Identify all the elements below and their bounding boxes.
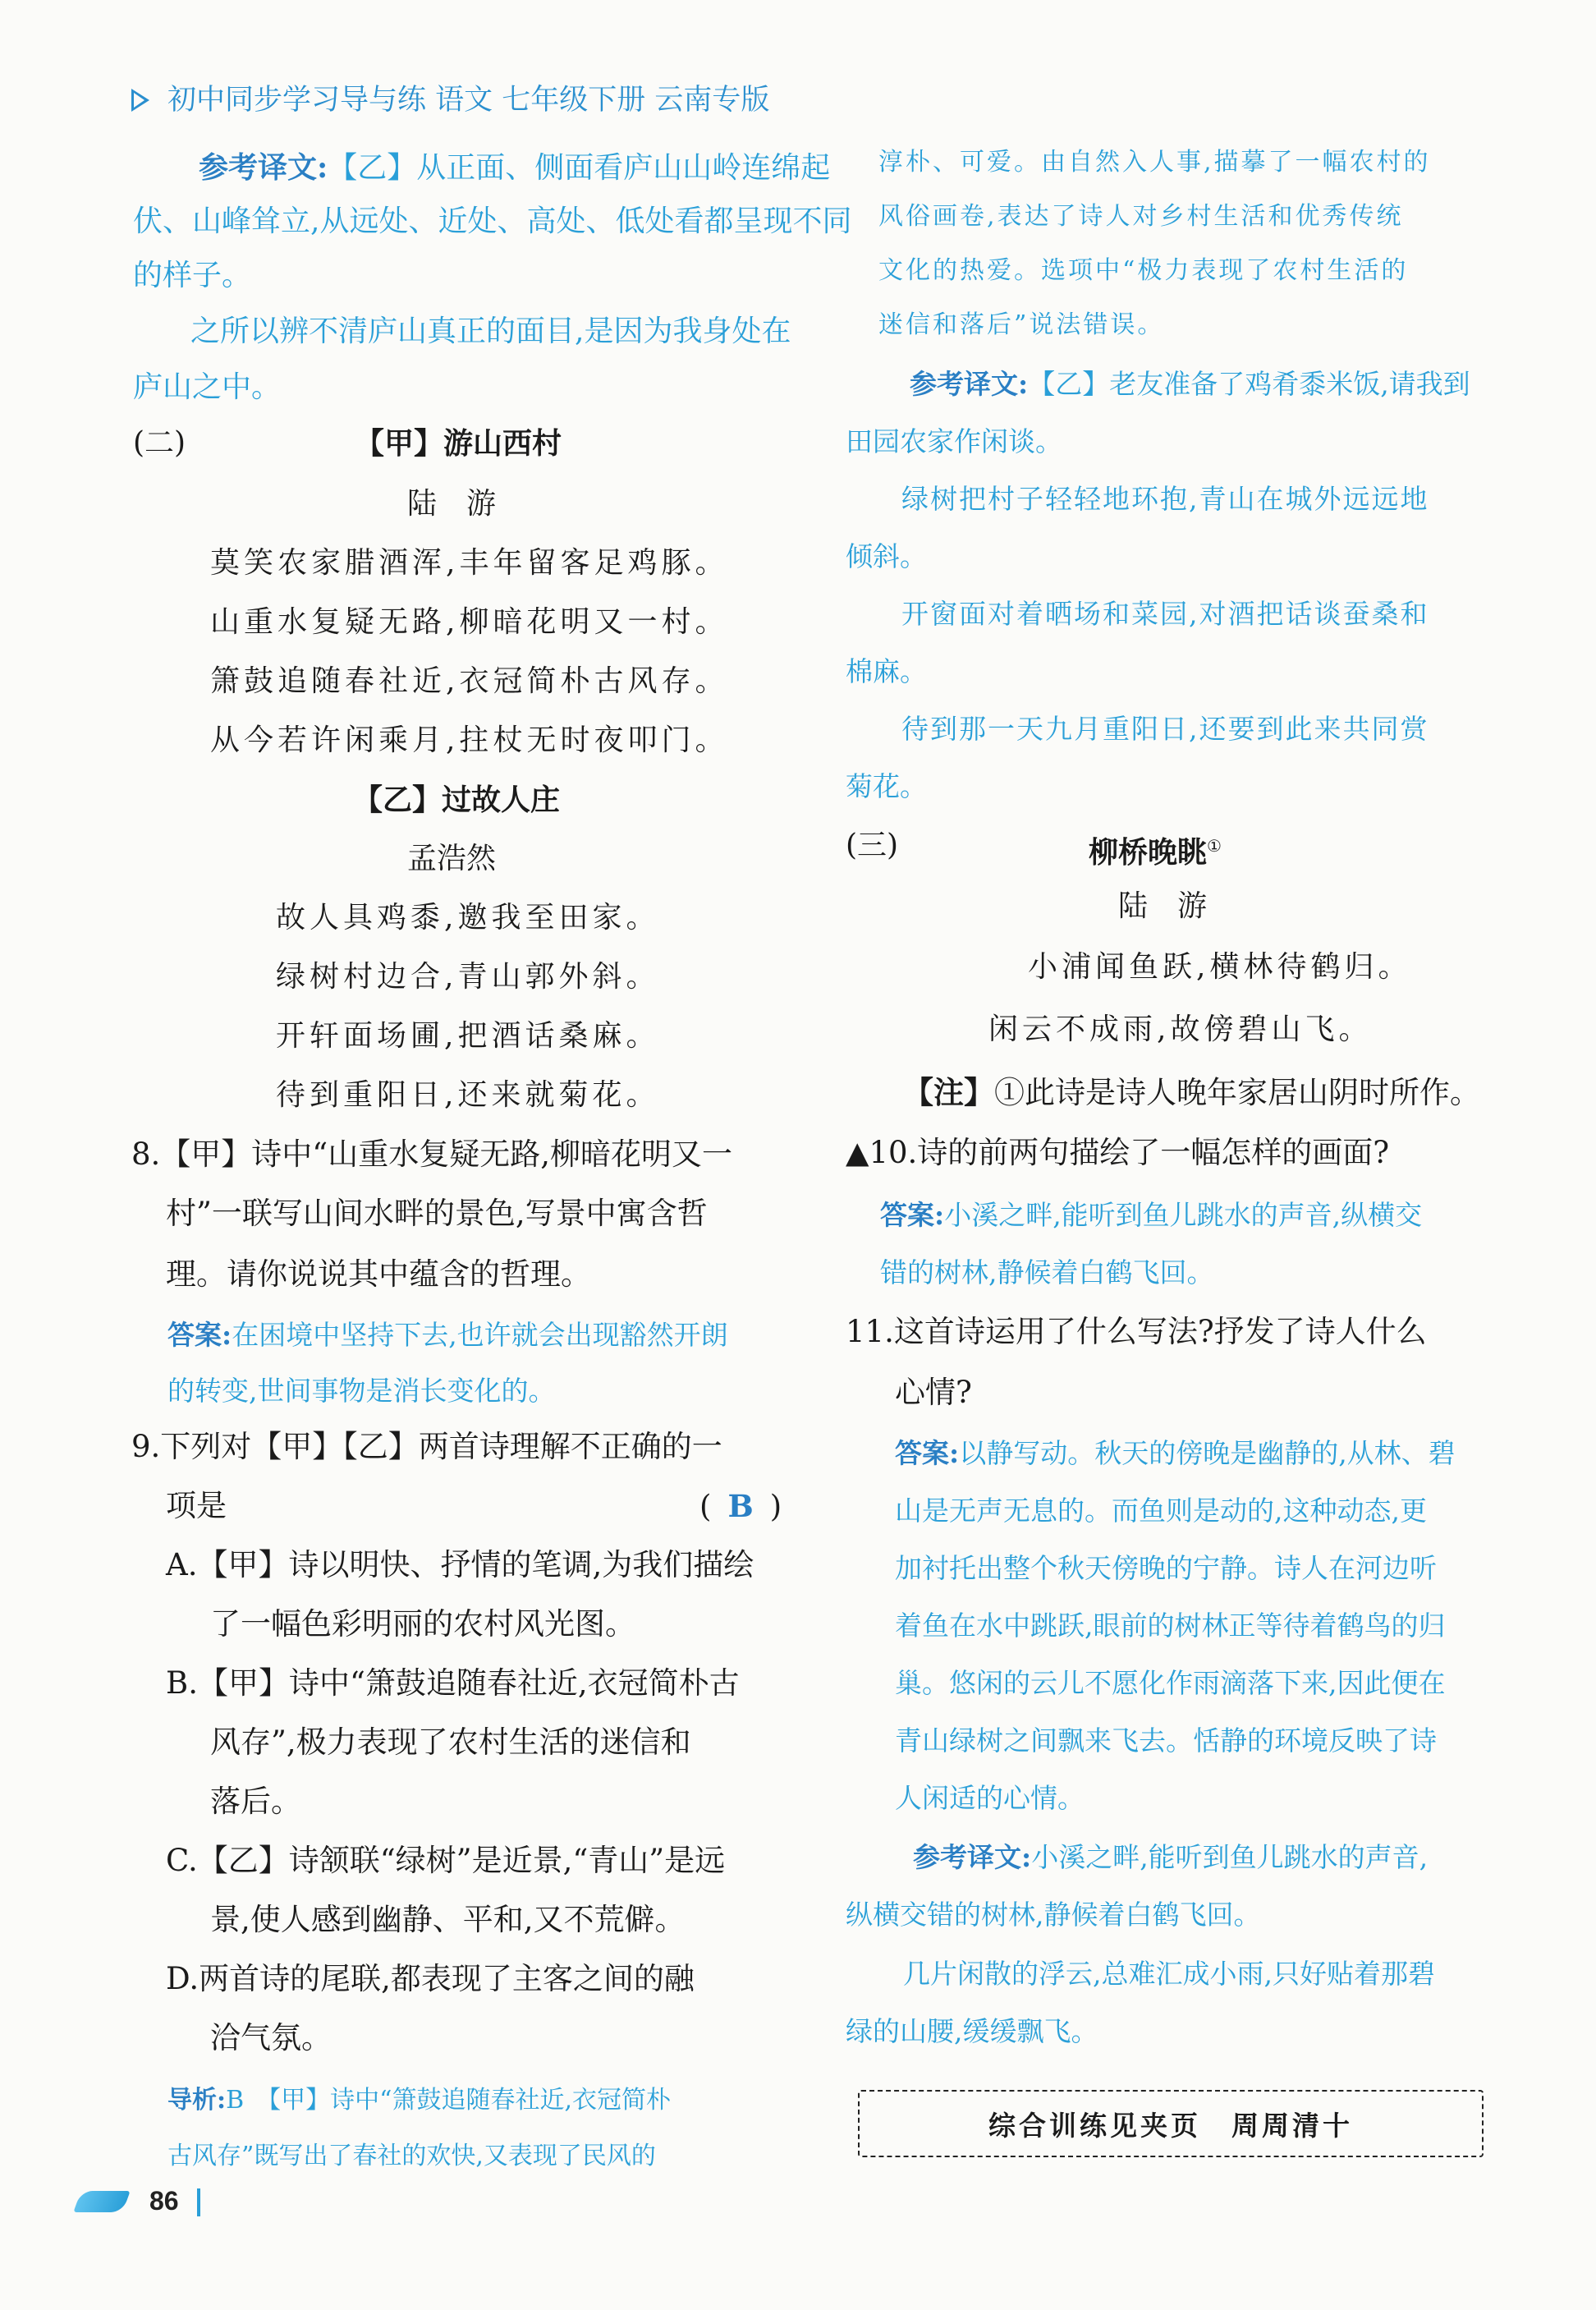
q11-answer-1: 答案:以静写动。秋天的傍晚是幽静的,从林、碧 (895, 1437, 1456, 1469)
ref2-line-1: 参考译文:【乙】老友准备了鸡肴黍米饭,请我到 (910, 368, 1470, 400)
section-3-number: (三) (846, 829, 899, 862)
option-a-1: A.【甲】诗以明快、抒情的笔调,为我们描绘 (166, 1547, 754, 1582)
poem2-line-1: 故人具鸡黍,邀我至田家。 (276, 901, 660, 935)
poem1-line-4: 从今若许闲乘月,拄杖无时夜叩门。 (210, 723, 729, 757)
guide-5: 文化的热爱。选项中“极力表现了农村生活的 (878, 256, 1409, 285)
poem2-line-2: 绿树村边合,青山郭外斜。 (276, 960, 660, 994)
q10: ▲10.诗的前两句描绘了一幅怎样的画面? (846, 1135, 1390, 1170)
option-d-2: 洽气氛。 (210, 2020, 332, 2055)
poem1-line-1: 莫笑农家腊酒浑,丰年留客足鸡豚。 (210, 546, 729, 580)
option-a-2: 了一幅色彩明丽的农村风光图。 (210, 1606, 635, 1642)
poem3-line-1: 小浦闻鱼跃,横林待鹤归。 (1028, 950, 1412, 984)
ref3-line-1: 参考译文:小溪之畔,能听到鱼儿跳水的声音, (913, 1841, 1429, 1873)
option-c-2: 景,使人感到幽静、平和,又不荒僻。 (210, 1902, 686, 1937)
q11-line-2: 心情? (895, 1375, 972, 1410)
poem1-author: 陆 游 (407, 487, 497, 521)
page-number: 86 (149, 2186, 179, 2216)
poem2-title: 【乙】过故人庄 (353, 783, 561, 817)
ref2-line-5: 开窗面对着晒场和菜园,对酒把话谈蚕桑和 (901, 598, 1429, 630)
ref1-line-3: 的样子。 (133, 259, 252, 292)
ref2-line-8: 菊花。 (846, 770, 927, 802)
ref1-line-1: 参考译文:【乙】从正面、侧面看庐山山岭连绵起 (199, 150, 831, 185)
guide-3: 淳朴、可爱。由自然入人事,描摹了一幅农村的 (878, 148, 1431, 177)
poem2-line-3: 开轩面场圃,把酒话桑麻。 (276, 1019, 660, 1053)
ref3-line-3: 几片闲散的浮云,总难汇成小雨,只好贴着那碧 (903, 1958, 1435, 1990)
poem1-line-3: 箫鼓追随春社近,衣冠简朴古风存。 (210, 664, 729, 698)
q9-answer: B (727, 1488, 754, 1524)
poem3-title: 柳桥晚眺① (1089, 835, 1222, 870)
q11-answer-7: 人闲适的心情。 (895, 1782, 1085, 1814)
guide-6: 迷信和落后”说法错误。 (878, 310, 1165, 339)
q11-answer-4: 着鱼在水中跳跃,眼前的树林正等待着鹤鸟的归 (895, 1610, 1446, 1642)
q11-answer-5: 巢。悠闲的云儿不愿化作雨滴落下来,因此便在 (895, 1667, 1446, 1699)
q9-line-2: 项是 (166, 1488, 227, 1523)
ref3-line-2: 纵横交错的树林,静候着白鹤飞回。 (846, 1899, 1261, 1931)
q10-answer-1: 答案:小溪之畔,能听到鱼儿跳水的声音,纵横交 (880, 1199, 1423, 1231)
header-text: 初中同步学习导与练 语文 七年级下册 云南专版 (167, 84, 770, 117)
ref2-line-6: 棉麻。 (846, 655, 927, 687)
poem2-author: 孟浩然 (407, 842, 497, 875)
q10-answer-2: 错的树林,静候着白鹤飞回。 (880, 1256, 1214, 1288)
ref1-line-4: 之所以辨不清庐山真正的面目,是因为我身处在 (190, 315, 791, 348)
q8-line-3: 理。请你说说其中蕴含的哲理。 (166, 1256, 591, 1292)
section-2-number: (二) (133, 426, 186, 460)
option-d-1: D.两首诗的尾联,都表现了主客之间的融 (166, 1961, 695, 1996)
q9-answer-bracket: ( B ) (699, 1488, 782, 1524)
q11-line-1: 11.这首诗运用了什么写法?抒发了诗人什么 (846, 1314, 1427, 1349)
ref1-line-5: 庐山之中。 (133, 370, 282, 404)
poem2-line-4: 待到重阳日,还来就菊花。 (276, 1078, 660, 1112)
poem3-author: 陆 游 (1118, 889, 1208, 923)
poem1-line-2: 山重水复疑无路,柳暗花明又一村。 (210, 605, 729, 639)
option-b-2: 风存”,极力表现了农村生活的迷信和 (210, 1724, 691, 1760)
q9-line-1: 9.下列对【甲】【乙】两首诗理解不正确的一 (131, 1429, 722, 1464)
running-header (131, 77, 769, 118)
poem3-line-2: 闲云不成雨,故傍碧山飞。 (988, 1013, 1373, 1046)
q11-answer-2: 山是无声无息的。而鱼则是动的,这种动态,更 (895, 1495, 1427, 1527)
ref2-line-3: 绿树把村子轻轻地环抱,青山在城外远远地 (901, 483, 1429, 515)
guide-4: 风俗画卷,表达了诗人对乡村生活和优秀传统 (878, 202, 1404, 231)
q8-answer-1: 答案:在困境中坚持下去,也许就会出现豁然开朗 (167, 1319, 728, 1351)
page-number-divider (197, 2188, 200, 2216)
triangle-icon (131, 89, 149, 112)
ref2-line-4: 倾斜。 (846, 540, 927, 572)
q11-answer-3: 加衬托出整个秋天傍晚的宁静。诗人在河边听 (895, 1552, 1437, 1584)
option-c-1: C.【乙】诗颔联“绿树”是近景,“青山”是远 (166, 1843, 726, 1878)
ref2-line-2: 田园农家作闲谈。 (846, 425, 1062, 457)
q8-line-1: 8.【甲】诗中“山重水复疑无路,柳暗花明又一 (131, 1137, 732, 1172)
note: 【注】①此诗是诗人晚年家居山阴时所作。 (903, 1074, 1480, 1110)
option-b-3: 落后。 (210, 1784, 301, 1819)
weekly-practice-box: 综合训练见夹页 周周清十 (858, 2090, 1484, 2157)
ref1-line-2: 伏、山峰耸立,从远处、近处、高处、低处看都呈现不同 (133, 204, 852, 238)
ref2-line-7: 待到那一天九月重阳日,还要到此来共同赏 (901, 713, 1429, 745)
guide-2: 古风存”既写出了春社的欢快,又表现了民风的 (167, 2142, 656, 2170)
page-number-decoration (73, 2191, 130, 2212)
option-b-1: B.【甲】诗中“箫鼓追随春社近,衣冠简朴古 (166, 1665, 740, 1701)
poem1-title: 【甲】游山西村 (355, 426, 562, 461)
q11-answer-6: 青山绿树之间飘来飞去。恬静的环境反映了诗 (895, 1724, 1437, 1757)
q8-answer-2: 的转变,世间事物是消长变化的。 (167, 1375, 556, 1407)
q8-line-2: 村”一联写山间水畔的景色,写景中寓含哲 (166, 1196, 708, 1231)
ref3-line-4: 绿的山腰,缓缓飘飞。 (846, 2015, 1098, 2047)
guide-1: 导析:B 【甲】诗中“箫鼓追随春社近,衣冠简朴 (167, 2086, 671, 2115)
